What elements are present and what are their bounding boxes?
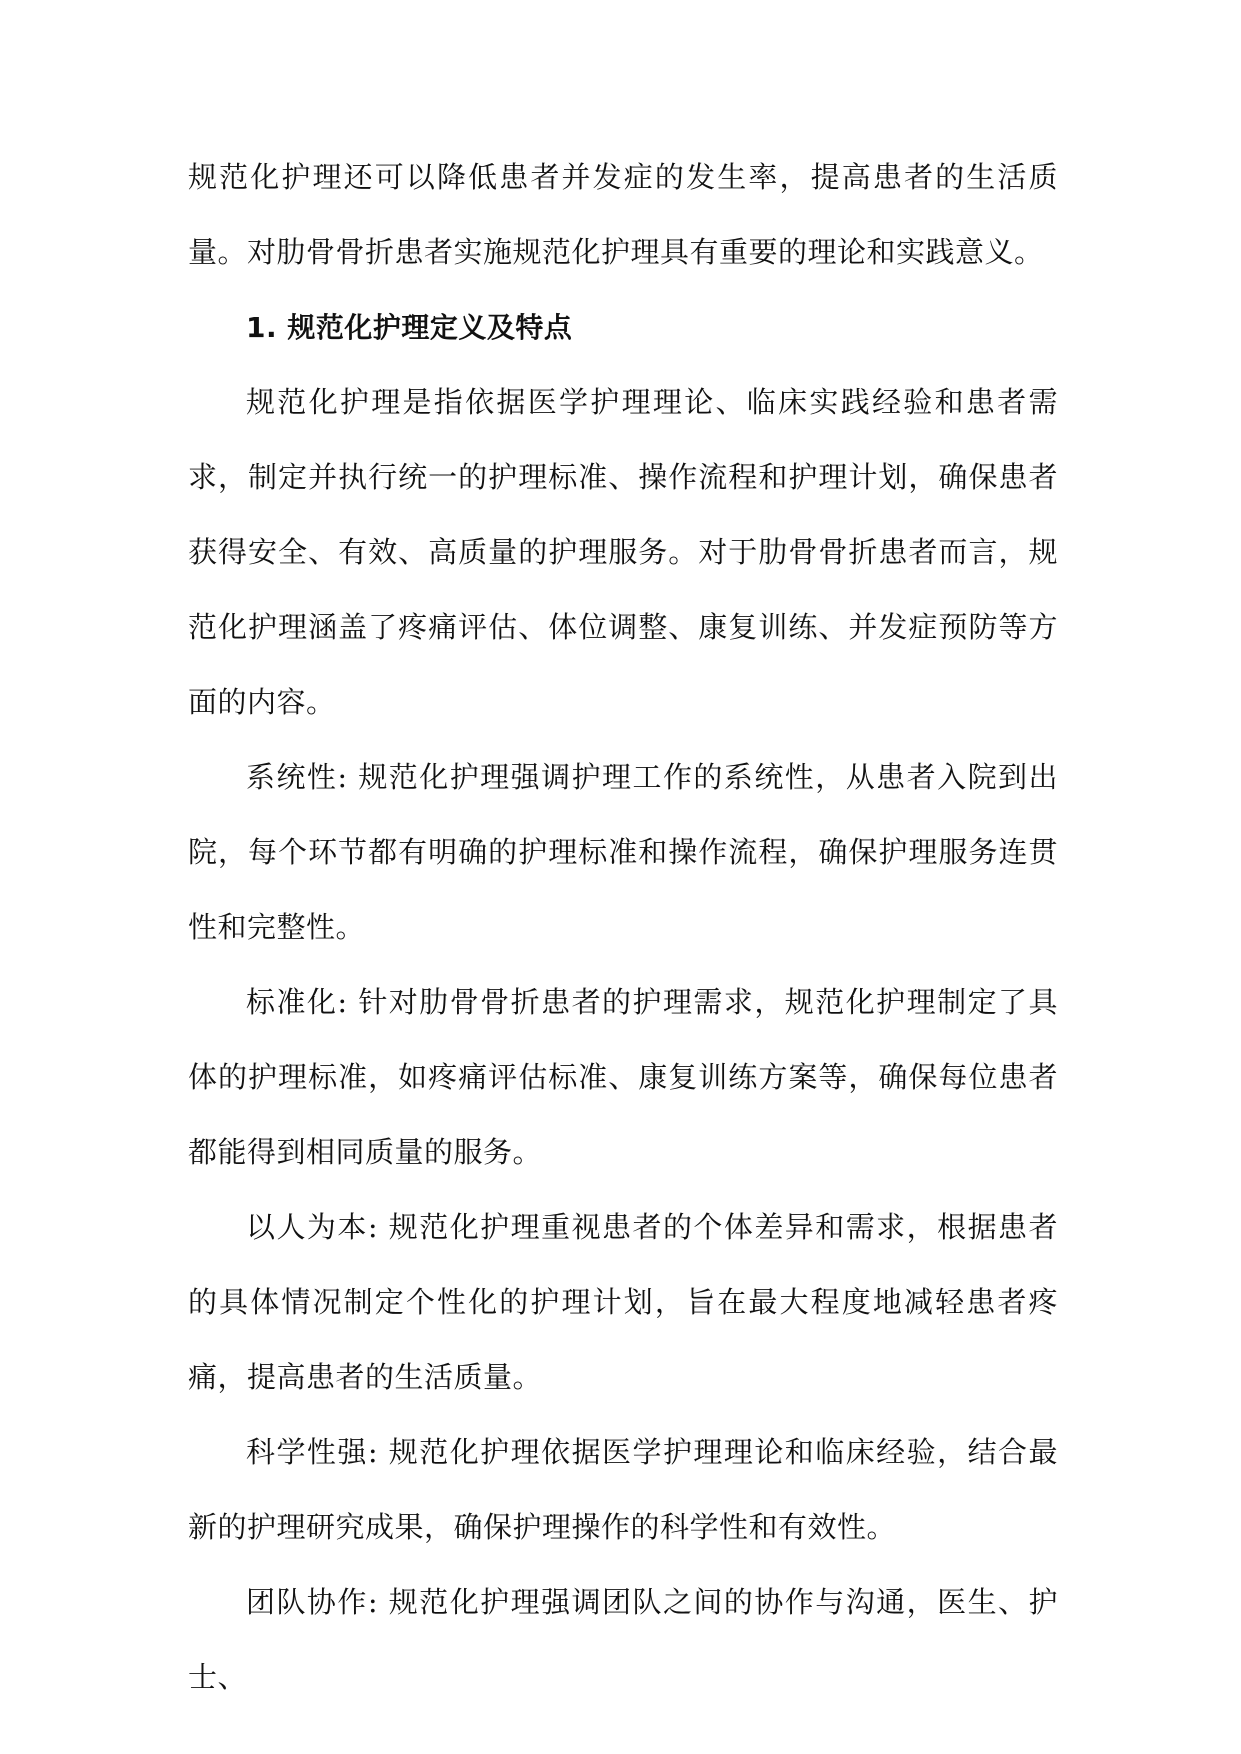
section-heading: 1. 规范化护理定义及特点 [246, 311, 573, 344]
definition-paragraph: 规范化护理是指依据医学护理理论、临床实践经验和患者需求，制定并执行统一的护理标准、操作流程和护理计划，确保患者获得安全、有效、高质量的护理服务。对于肋骨骨折患者而言，规范化护理涵盖了疼痛评估、体位调整、康复训练、并发症预防等方面的内容。 [188, 385, 1058, 719]
systematic-paragraph: 系统性: 规范化护理强调护理工作的系统性，从患者入院到出院，每个环节都有明确的护理标准和操作流程，确保护理服务连贯性和完整性。 [188, 760, 1058, 944]
intro-paragraph: 规范化护理还可以降低患者并发症的发生率，提高患者的生活质量。对肋骨骨折患者实施规范化护理具有重要的理论和实践意义。 [188, 160, 1058, 269]
document-body [188, 140, 1058, 1715]
standardization-paragraph: 标准化: 针对肋骨骨折患者的护理需求，规范化护理制定了具体的护理标准，如疼痛评估标准、康复训练方案等，确保每位患者都能得到相同质量的服务。 [188, 985, 1058, 1169]
teamwork-paragraph: 团队协作: 规范化护理强调团队之间的协作与沟通，医生、护士、 [188, 1585, 1058, 1694]
people-oriented-paragraph: 以人为本: 规范化护理重视患者的个体差异和需求，根据患者的具体情况制定个性化的护理计划，旨在最大程度地减轻患者疼痛，提高患者的生活质量。 [188, 1210, 1058, 1394]
scientific-paragraph: 科学性强: 规范化护理依据医学护理理论和临床经验，结合最新的护理研究成果，确保护理操作的科学性和有效性。 [188, 1435, 1058, 1544]
